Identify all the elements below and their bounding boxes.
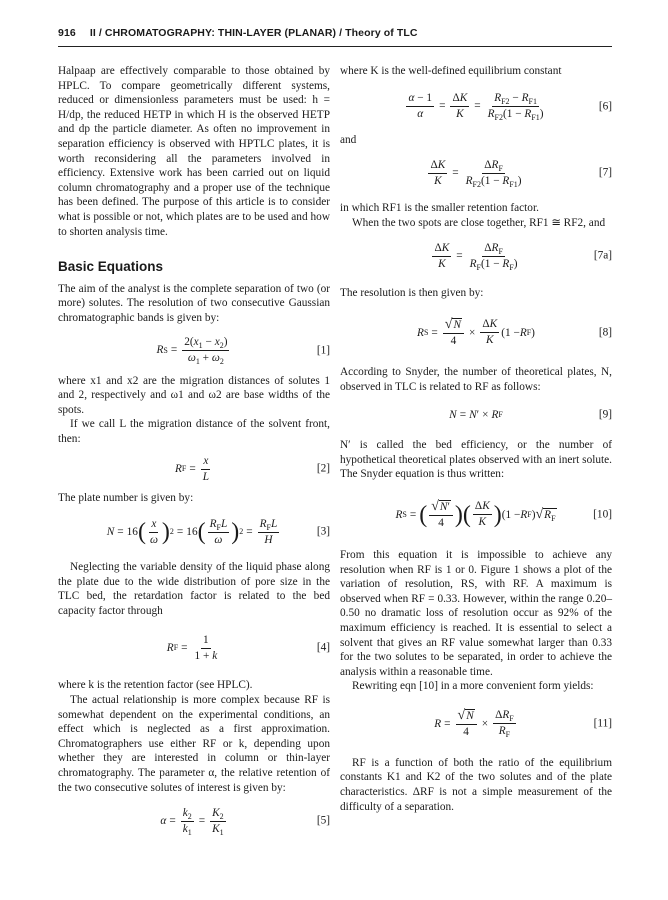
equation-number: [7]	[598, 166, 612, 179]
paragraph: The actual relationship is more complex because RF is somewhat dependent on the experimental conditions, an effect which is neglected as a first approximation. Chromatographers use either RF or k, depending upon whether they are interested in column or thin-layer chromatography. The parameter α, the relative retention of the two consecutive solutes of interest is given by:	[58, 694, 330, 794]
paragraph: and	[340, 133, 357, 146]
paragraph: When the two spots are close together, RF1 ≅ RF2, and	[352, 216, 606, 229]
equation-9: N = N ′ × R F [9]	[449, 408, 612, 421]
equation-11: R = √ N 4 × $\frac{\Delta R_F}{R_F}$ [11]	[434, 707, 612, 740]
equation-2: R F = $\frac{x}{L}$ [2]	[174, 454, 330, 483]
running-header	[58, 27, 612, 39]
paragraph: Rewriting eqn [10] in a more convenient form yields:	[352, 680, 594, 693]
paragraph: where k is the retention factor (see HPLC).	[58, 679, 253, 692]
equation-number: [11]	[593, 717, 612, 730]
equation-number: [8]	[598, 326, 612, 339]
header-rule	[58, 46, 612, 47]
equation-number: [4]	[316, 642, 330, 655]
page-number: 916	[58, 27, 76, 39]
right-column	[340, 64, 612, 814]
paragraph: in which RF1 is the smaller retention factor.	[340, 202, 539, 215]
equation-3: N = 16 ( $\frac{x}{\omega}$ ) 2 = 16 ( $\frac{R_FL}{\omega}$ ) 2 = $\frac{R_FL}{H}$ [3]	[106, 517, 330, 546]
equation-number: [1]	[316, 344, 330, 357]
paragraph: The resolution is then given by:	[340, 287, 484, 300]
paragraph: where K is the well-defined equilibrium constant	[340, 65, 562, 77]
section-heading: Basic Equations	[58, 259, 164, 275]
equation-6: $\frac{\alpha - 1}{\alpha}$ = $\frac{\Delta K}{K}$ = $\frac{R_{F2} - R_{F1}}{R_{F2}(1 - R_{F1})}$ [6]	[408, 92, 612, 123]
equation-number: [10]	[593, 508, 612, 521]
section-title: II / CHROMATOGRAPHY: THIN-LAYER (PLANAR) / Theory of TLC	[89, 27, 418, 39]
paragraph: The aim of the analyst is the complete separation of two (or more) solutes. The resolution of two consecutive Gaussian chromatographic bands is given by:	[58, 282, 330, 324]
equation-number: [2]	[316, 463, 330, 476]
equation-number: [6]	[598, 100, 612, 113]
paragraph: The plate number is given by:	[58, 492, 194, 505]
paragraph: If we call L the migration distance of the solvent front, then:	[58, 418, 330, 445]
equation-1: R S = $\frac{2(x_1 - x_2)}{\omega_1 + \omega_2}$ [1]	[156, 336, 330, 366]
equation-7a: $\frac{\Delta K}{K}$ = $\frac{\Delta R_F}{R_F(1 - R_F)}$ [7a]	[434, 241, 612, 272]
equation-number: [3]	[316, 525, 330, 538]
paragraph: Halpaap are effectively comparable to those obtained by HPLC. To compare geometrically different systems, reduced or dimensionless parameters must be used: h = H/dp, the reduced HETP in which H is the observed HETP and dp the particle diameter. As often no improvement in separation efficiency is observed with HPTLC plates, it is worth reconsidering all the parameters involved in efficiency. Extensive work has been carried out on liquid column chromatography and a proper use of the technique has been defined. The purpose of this article is to consider what is possible or not, which plates are to be used and how to shorten analysis time.	[58, 65, 330, 238]
equation-number: [7a]	[593, 250, 612, 263]
left-column	[58, 64, 330, 841]
equation-8: R S = √ N 4 × $\frac{\Delta K}{K}$ (1 − R F ) [8]	[417, 316, 612, 347]
paragraph: N′ is called the bed efficiency, or the number of hypothetical theoretical plates observed with an inert solute. The Snyder equation is thus written:	[340, 439, 612, 481]
equation-5: α = $\frac{k_2}{k_1}$ = $\frac{K_2}{K_1}$ [5]	[160, 806, 330, 837]
equation-number: [5]	[316, 814, 330, 827]
paragraph: Neglecting the variable density of the liquid phase along the plate due to the wide distribution of pore size in the TLC bed, the retardation factor is related to the bed capacity factor through	[58, 561, 330, 617]
equation-7: $\frac{\Delta K}{K}$ = $\frac{\Delta R_F}{R_{F2}(1 - R_{F1})}$ [7]	[430, 158, 612, 189]
equation-4: R F = $\frac{1}{1 + k}$ [4]	[166, 633, 330, 662]
equation-number: [9]	[598, 408, 612, 421]
paragraph: RF is a function of both the ratio of the equilibrium constants K1 and K2 of the two solutes and of the plate characteristics. ΔRF is not a simple measurement of the difficulty of a separation.	[340, 756, 612, 813]
paragraph: From this equation it is impossible to achieve any resolution when RF is 1 or 0. Figure 1 shows a plot of the variation of resolution, RS, with RF. A maximum is observed when RF = 0.33. However, within the range 0.20–0.50 no dramatic loss of resolution occur as 92% of the maximum efficiency is reached. It is essential to select a solvent that gives an RF value somewhat larger than 0.33 for the two solutes to be separated, in order to achieve the analysis within a reasonable time.	[340, 548, 612, 678]
equation-10: R S = ( √ N′ 4 ) ( $\frac{\Delta K}{K}$ ) (1 − R F ) √ $R_F$ [10]	[395, 498, 612, 529]
paragraph: According to Snyder, the number of theoretical plates, N, observed in TLC is related to RF as follows:	[340, 365, 612, 393]
paragraph: where x1 and x2 are the migration distances of solutes 1 and 2, respectively and ω1 and ω2 are base widths of the spots.	[58, 374, 330, 416]
